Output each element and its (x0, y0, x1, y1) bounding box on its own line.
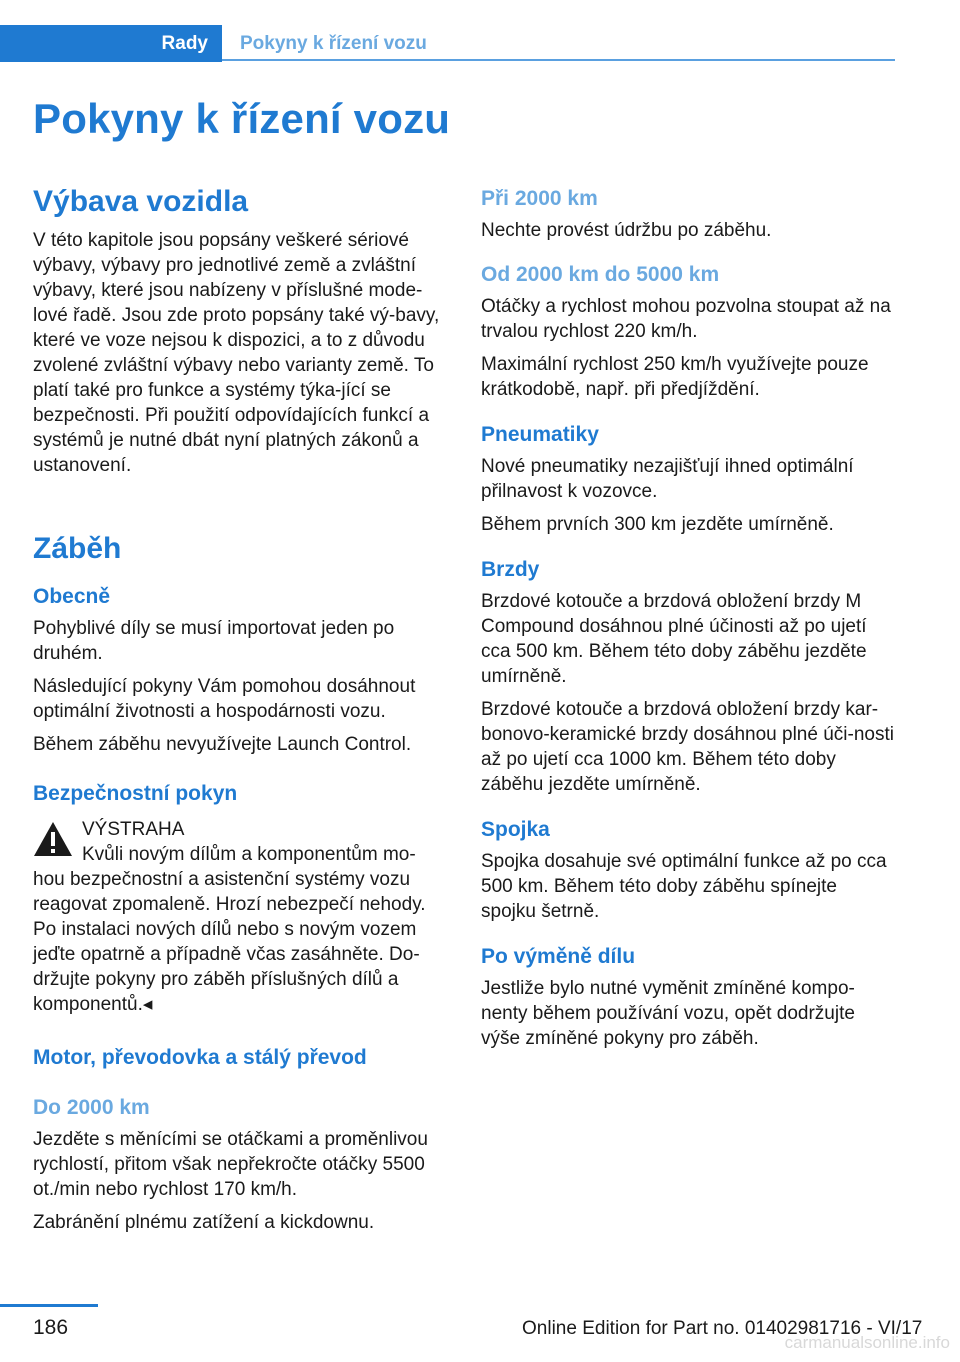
vymena-heading: Po výměně dílu (481, 945, 636, 968)
right-column (481, 183, 896, 1051)
obecne-p1: Pohyblivé díly se musí importovat jeden po druhém. (33, 618, 395, 664)
left-column (33, 183, 448, 1235)
brzdy-p1: Brzdové kotouče a brzdová obložení brzdy M Compound dosáhnou plné účinosti až po ujetí cca 500 km. Během této doby záběhu jezděte umírněně. (481, 591, 867, 687)
pneu-p1: Nové pneumatiky nezajišťují ihned optimální přilnavost k vozovce. (481, 456, 854, 502)
do2000-p2: Zabránění plnému zatížení a kickdownu. (33, 1212, 375, 1233)
warning-block (33, 817, 448, 1017)
spojka-p1: Spojka dosahuje své optimální funkce až po cca 500 km. Během této doby záběhu spínejte spojku šetrně. (481, 851, 887, 922)
section-tab[interactable]: Rady (0, 25, 222, 62)
header-bar (0, 0, 960, 62)
vymena-p1: Jestliže bylo nutné vyměnit zmíněné kompo‐nenty během používání vozu, opět dodržujte výše zmíněné pokyny pro záběh. (481, 978, 855, 1049)
warning-first-line: Kvůli novým dílům a komponentům mo‐ (82, 844, 416, 865)
edition-note: Online Edition for Part no. 01402981716 - VI/17 (522, 1318, 923, 1339)
watermark: carmanualsonline.info (784, 1333, 950, 1352)
pneu-p2: Během prvních 300 km jezděte umírněně. (481, 514, 834, 535)
motor-heading: Motor, převodovka a stálý převod (33, 1046, 367, 1069)
warning-text: hou bezpečnostní a asistenční systémy vozu reagovat zpomaleně. Hrozí nebezpečí nehody. Po instalaci nových dílů nebo s novým vozem jeďte opatrně a případně včas zasáhněte. Do‐držujte pokyny pro záběh příslušných dílů a komponentů.◂ (33, 869, 426, 1015)
pneu-heading: Pneumatiky (481, 423, 599, 446)
warning-triangle-icon (33, 821, 73, 857)
pri2000-p1: Nechte provést údržbu po záběhu. (481, 220, 772, 241)
zabeh-heading: Záběh (33, 532, 122, 565)
footer-divider (0, 1304, 98, 1307)
od2000-p2: Maximální rychlost 250 km/h využívejte pouze krátkodobě, např. při předjíždění. (481, 354, 869, 400)
brzdy-heading: Brzdy (481, 558, 540, 581)
safety-heading: Bezpečnostní pokyn (33, 782, 238, 805)
obecne-heading: Obecně (33, 585, 111, 608)
pri2000-heading: Při 2000 km (481, 187, 598, 210)
spojka-heading: Spojka (481, 818, 550, 841)
page-number: 186 (33, 1316, 69, 1339)
vybava-text: V této kapitole jsou popsány veškeré sériové výbavy, výbavy pro jednotlivé země a zvláštní výbavy, které jsou nabízeny v příslušné mode‐lové řadě. Jsou zde proto popsány také vý‐bavy, které ve voze nejsou k dispozici, a to z důvodu zvolené zvláštní výbavy nebo varianty země. To platí také pro funkce a systémy týka‐jící se bezpečnosti. Při použití odpovídajících funkcí a systémů je nutné dbát nyní platných zákonů a ustanovení. (33, 230, 440, 476)
page-title: Pokyny k řízení vozu (33, 95, 451, 142)
header-divider (222, 59, 895, 61)
brzdy-p2: Brzdové kotouče a brzdová obložení brzdy kar‐bonovo-keramické brzdy dosáhnou plné úči‐nosti až po ujetí cca 1000 km. Během této doby záběhu jezděte umírněně. (481, 699, 894, 795)
do2000-p1: Jezděte s měnícími se otáčkami a proměnlivou rychlostí, přitom však nepřekročte otáčky 5500 ot./min nebo rychlost 170 km/h. (33, 1129, 428, 1200)
chapter-tab[interactable]: Pokyny k řízení vozu (240, 33, 427, 54)
od2000-p1: Otáčky a rychlost mohou pozvolna stoupat až na trvalou rychlost 220 km/h. (481, 296, 891, 342)
warning-label: VÝSTRAHA (82, 819, 185, 840)
do2000-heading: Do 2000 km (33, 1096, 150, 1119)
obecne-p3: Během záběhu nevyužívejte Launch Control. (33, 734, 412, 755)
obecne-p2: Následující pokyny Vám pomohou dosáhnout optimální životnosti a hospodárnosti vozu. (33, 676, 416, 722)
vybava-heading: Výbava vozidla (33, 185, 249, 218)
od2000-heading: Od 2000 km do 5000 km (481, 263, 720, 286)
